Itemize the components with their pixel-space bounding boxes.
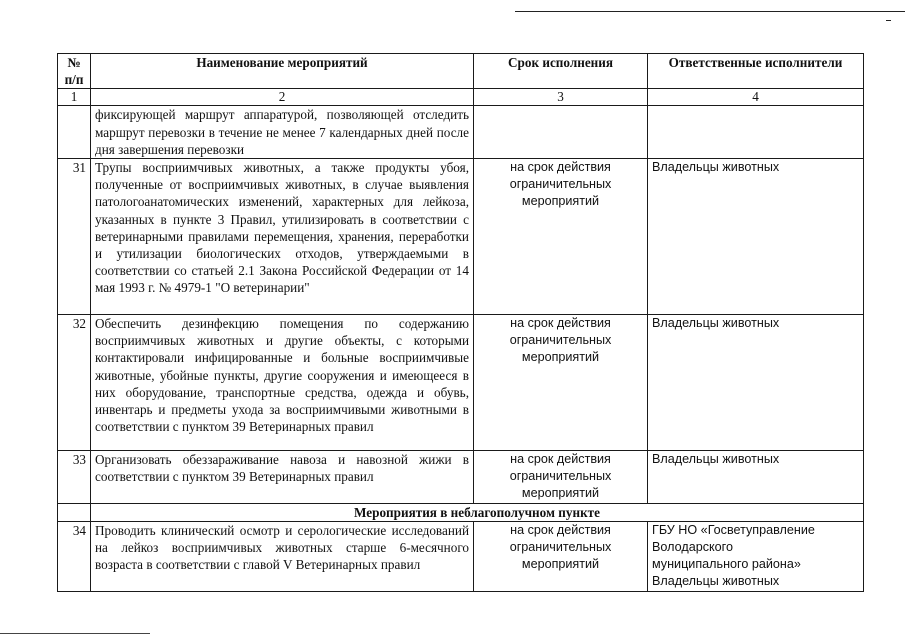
row-responsible: Владельцы животных — [648, 451, 864, 504]
responsible-line: Володарского — [652, 540, 733, 555]
header-name: Наименование мероприятий — [91, 54, 474, 89]
table-header-row — [58, 54, 864, 89]
table-row — [58, 451, 864, 504]
row-description: Трупы восприимчивых животных, а также продукты убоя, полученные от восприимчивых животных, в случае выявления патологоанатомических изменений, характерных для лейкоза, указанных в пункте 3 Правил, утилизировать в соответствии с ветеринарными правилами перемещения, хранения, переработки и утилизации биологических отходов, утверждаемыми в соответствии со статьей 2.1 Закона Российской Федерации от 14 мая 1993 г. № 4979-1 "О ветеринарии" — [91, 159, 474, 315]
row-description: Организовать обеззараживание навоза и навозной жижи в соответствии с пунктом 39 Ветеринарных правил — [91, 451, 474, 504]
table-row — [58, 315, 864, 451]
row-responsible: Владельцы животных — [648, 315, 864, 451]
header-responsible: Ответственные исполнители — [648, 54, 864, 89]
row-responsible: Владельцы животных — [648, 159, 864, 315]
footnote-rule — [0, 633, 150, 634]
row-num: 33 — [58, 451, 91, 504]
row-term: на срок действия ограничительных мероприятий — [474, 521, 648, 591]
row-term: на срок действия ограничительных мероприятий — [474, 451, 648, 504]
row-num: 32 — [58, 315, 91, 451]
row-term — [474, 106, 648, 159]
top-rule — [515, 11, 905, 12]
section-title: Мероприятия в неблагополучном пункте — [91, 503, 864, 521]
table-row — [58, 521, 864, 591]
edge-tick — [886, 20, 891, 21]
section-row — [58, 503, 864, 521]
row-term: на срок действия ограничительных мероприятий — [474, 315, 648, 451]
header-num: № п/п — [58, 54, 91, 89]
row-responsible — [648, 521, 864, 591]
responsible-line: Владельцы животных — [652, 574, 780, 589]
column-number: 4 — [648, 89, 864, 106]
table-row-continuation — [58, 106, 864, 159]
row-description: фиксирующей маршрут аппаратурой, позволяющей отследить маршрут перевозки в течение не менее 7 календарных дней после дня завершения перевозки — [91, 106, 474, 159]
row-num — [58, 106, 91, 159]
section-num-cell — [58, 503, 91, 521]
responsible-line: ГБУ НО «Госветуправление — [652, 522, 815, 537]
row-description: Проводить клинический осмотр и серологические исследований на лейкоз восприимчивых животных старше 6-месячного возраста в соответствии с главой V Ветеринарных правил — [91, 521, 474, 591]
column-number: 2 — [91, 89, 474, 106]
header-term: Срок исполнения — [474, 54, 648, 89]
row-term: на срок действия ограничительных мероприятий — [474, 159, 648, 315]
responsible-line: муниципального района» — [652, 557, 801, 572]
table-row — [58, 159, 864, 315]
column-number: 3 — [474, 89, 648, 106]
column-number-row — [58, 89, 864, 106]
column-number: 1 — [58, 89, 91, 106]
row-num: 31 — [58, 159, 91, 315]
row-num: 34 — [58, 521, 91, 591]
row-responsible — [648, 106, 864, 159]
measures-table — [57, 53, 864, 592]
row-description: Обеспечить дезинфекцию помещения по содержанию восприимчивых животных и другие объекты, с которыми контактировали инфицированные и больные восприимчивые животные, убойные пункты, другие сооружения и имеющееся в них оборудование, транспортные средства, одежда и обувь, инвентарь и предметы ухода за восприимчивыми животными в соответствии с пунктом 39 Ветеринарных правил — [91, 315, 474, 451]
